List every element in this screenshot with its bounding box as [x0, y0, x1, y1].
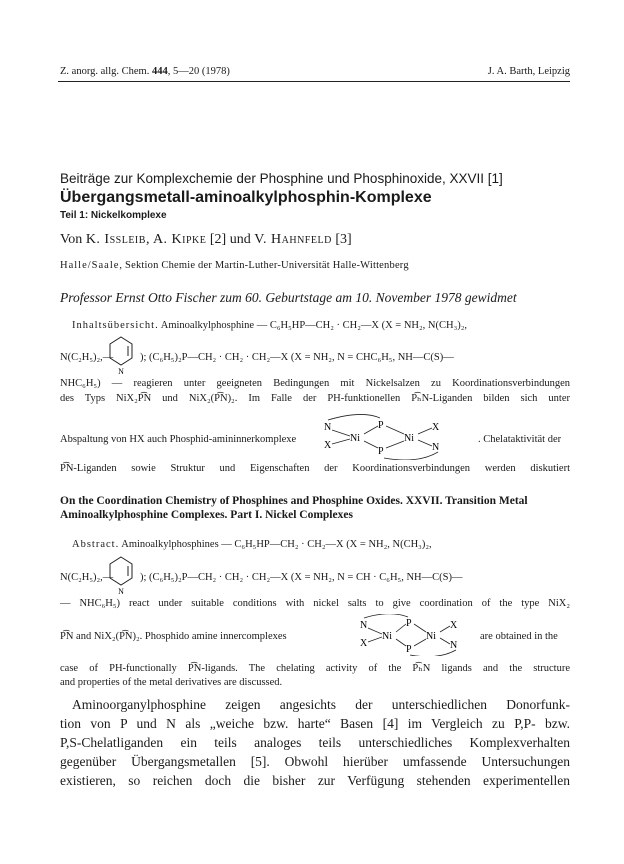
pyridine-ring-icon — [108, 335, 134, 375]
affiliation: Halle/Saale, Sektion Chemie der Martin-Luther-Universität Halle-Wittenberg — [60, 260, 409, 271]
ring-nitrogen-label-2: N — [118, 587, 124, 595]
german-summary-line-1: Inhaltsübersicht. Aminoalkylphosphine — C₆H₅HP—CH₂ · CH₂—X (X = NH₂, N(CH₃)₂, — [72, 320, 468, 331]
english-title: On the Coordination Chemistry of Phosphines and Phosphine Oxides. XXVII. Transition Metal Aminoalkylphosphine Complexes. Part I. Nickel Complexes — [60, 495, 528, 521]
struct2-ni-label: Ni — [382, 631, 392, 642]
body-line-5: existieren, so reichen doch die bisher zur Verfügung stehenden experimentellen — [60, 773, 570, 788]
article-title: Übergangsmetall-aminoalkylphosphin-Komplexe — [60, 189, 432, 206]
publisher: J. A. Barth, Leipzig — [487, 66, 570, 77]
struct2-x-label-2: X — [450, 620, 458, 631]
german-summary-line-5-right: . Chelataktivität der — [478, 434, 562, 445]
struct2-ni-label-2: Ni — [426, 631, 436, 642]
english-abstract-line-1: Abstract. Aminoalkylphosphines — C₆H₅HP—CH₂ · CH₂—X (X = NH₂, N(CH₃)₂, — [72, 539, 432, 550]
english-abstract-line-4-right: are obtained in the — [480, 631, 558, 642]
header-rule — [58, 81, 570, 82]
struct-n-label: N — [324, 422, 332, 433]
english-abstract-line-3: — NHC₆H₅) react under suitable conditions with nickel salts to give coordination of the type NiX₂ — [60, 598, 570, 609]
struct-x-label: X — [324, 440, 332, 451]
struct-p-top: P — [378, 420, 384, 431]
article-part: Teil 1: Nickelkomplexe — [60, 210, 167, 221]
struct-n-label-2: N — [432, 442, 440, 453]
english-abstract-line-6: and properties of the metal derivatives are discussed. — [60, 677, 283, 688]
series-title: Beiträge zur Komplexchemie der Phosphine und Phosphinoxide, XXVII [1] — [60, 171, 503, 186]
body-line-4: gegenüber Übergangsmetallen [5]. Obwohl hierüber umfassende Untersuchungen — [60, 754, 570, 769]
ring-nitrogen-label: N — [118, 367, 124, 375]
nickel-complex-structure-icon-2 — [358, 614, 478, 656]
body-line-2: tion von P und N als „weiche bzw. harte“ Basen [4] im Vergleich zu P,P- bzw. — [60, 716, 570, 731]
english-abstract-line-2-right: ); (C₆H₅)₂P—CH₂ · CH₂ · CH₂—X (X = NH₂, N = CH · C₆H₅, NH—C(S)— — [140, 572, 463, 583]
struct-ni-label: Ni — [350, 433, 360, 444]
struct-x-label-2: X — [432, 422, 440, 433]
struct2-x-label: X — [360, 638, 368, 649]
body-line-1: Aminoorganylphosphine zeigen angesichts der unterschiedlichen Donorfunk- — [72, 697, 570, 712]
german-summary-line-3: NHC₆H₅) — reagieren unter geeigneten Bedingungen mit Nickelsalzen zu Koordinationsverbindungen — [60, 378, 570, 389]
struct2-n-label-2: N — [450, 640, 458, 651]
struct2-p-bottom: P — [406, 644, 412, 655]
dedication: Professor Ernst Otto Fischer zum 60. Geburtstage am 10. November 1978 gewidmet — [60, 290, 517, 305]
body-line-3: P,S-Chelatliganden ein teils analoges teils unterschiedliches Komplexverhalten — [60, 735, 570, 750]
journal-citation: Z. anorg. allg. Chem. 444, 5—20 (1978) — [60, 66, 230, 77]
struct2-p-top: P — [406, 618, 412, 629]
struct2-n-label: N — [360, 620, 368, 631]
english-abstract-line-2-left: N(C₂H₅)₂,— — [60, 572, 114, 583]
author-line: Von K. Issleib, A. Kipke [2] und V. Hahnfeld [3] — [60, 232, 352, 247]
struct-ni-label-2: Ni — [404, 433, 414, 444]
pyridine-ring-icon-2 — [108, 555, 134, 595]
nickel-complex-structure-icon — [322, 414, 472, 460]
german-summary-line-6: P͡N-Liganden sowie Struktur und Eigenschaften der Koordinationsverbindungen werden diskutiert — [60, 463, 570, 474]
german-summary-line-4: des Typs NiX₂P͡N und NiX₂(P͡N)₂. Im Falle der PH-funktionellen P͡ₕN-Liganden bilden sich unter — [60, 393, 570, 404]
german-summary-line-5-left: Abspaltung von HX auch Phosphid-amininnerkomplexe — [60, 434, 297, 445]
english-abstract-line-5: case of PH-functionally P͡N-ligands. The chelating activity of the P͡ₕN ligands and the structure — [60, 663, 570, 674]
german-summary-line-2-left: N(C₂H₅)₂,— — [60, 352, 114, 363]
english-abstract-line-4-left: P͡N and NiX₂(P͡N)₂. Phosphido amine innercomplexes — [60, 631, 287, 642]
german-summary-line-2-right: ); (C₆H₅)₂P—CH₂ · CH₂ · CH₂—X (X = NH₂, N = CHC₆H₅, NH—C(S)— — [140, 352, 454, 363]
struct-p-bottom: P — [378, 446, 384, 457]
